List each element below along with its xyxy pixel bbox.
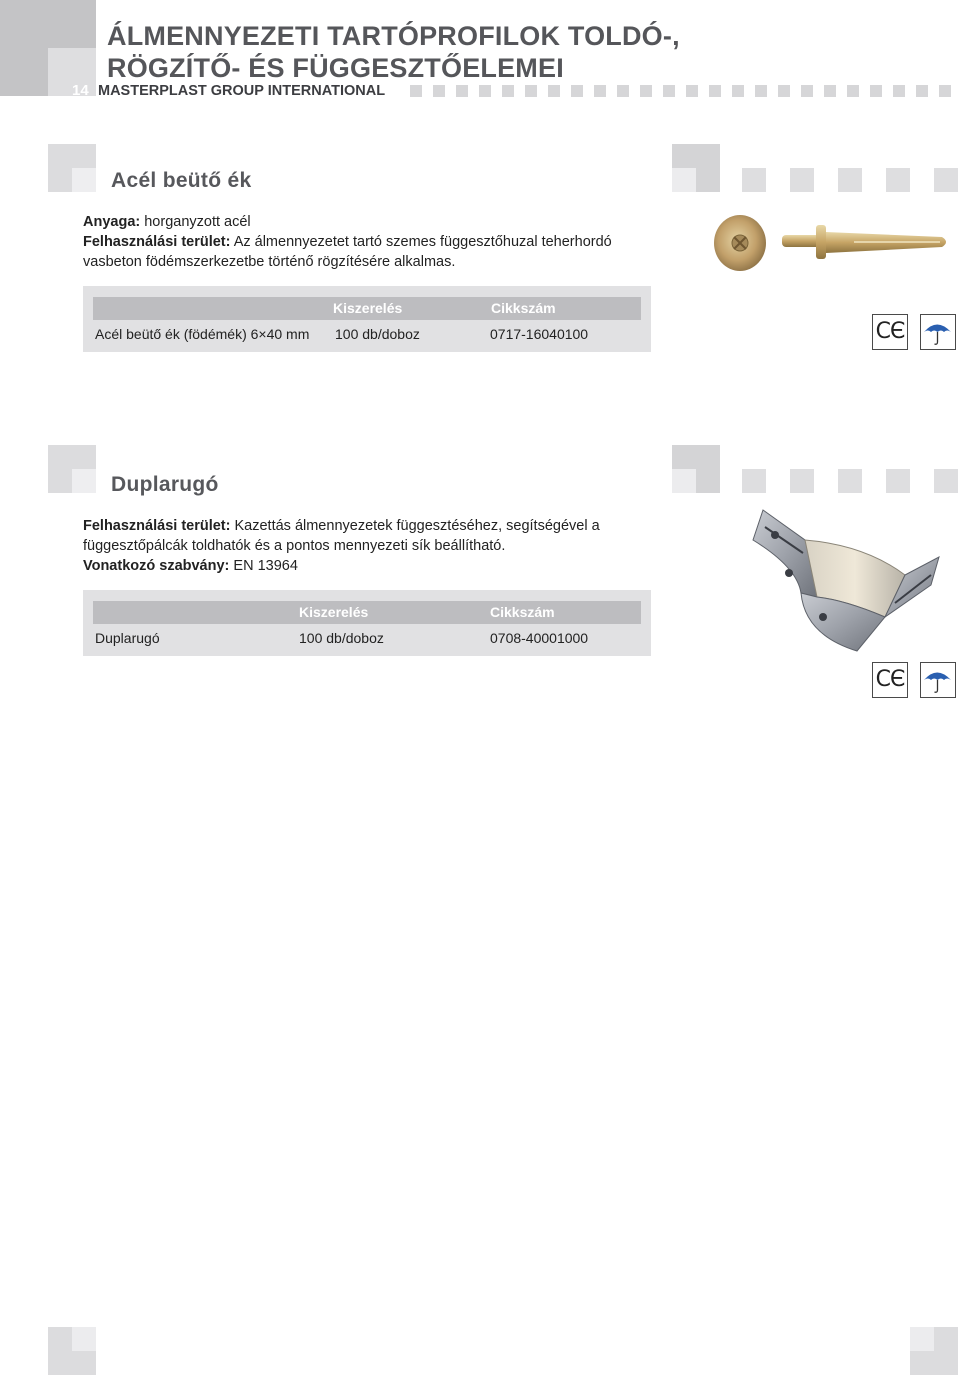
header-dot [732, 85, 744, 97]
header-dot [870, 85, 882, 97]
header-dot [755, 85, 767, 97]
deco-square [934, 168, 958, 192]
deco-square [934, 469, 958, 493]
header-dot [686, 85, 698, 97]
deco-square [790, 168, 814, 192]
table-cell-packaging: 100 db/doboz [299, 630, 384, 646]
section-title: Duplarugó [111, 473, 219, 496]
anchor-wedge-image [704, 205, 954, 280]
header-dot [801, 85, 813, 97]
desc-label: Anyaga: [83, 214, 141, 230]
page-title-line1: ÁLMENNYEZETI TARTÓPROFILOK TOLDÓ-, [107, 21, 680, 51]
deco-square [886, 469, 910, 493]
desc-text: Az álmennyezetet tartó szemes függesztőhuzal teherhordó [230, 234, 612, 250]
page-title [107, 20, 680, 84]
double-spring-image [745, 505, 945, 655]
product-description [83, 516, 683, 576]
desc-label: Vonatkozó szabvány: [83, 558, 230, 574]
table-cell-item-number: 0717-16040100 [490, 326, 589, 342]
desc-line [83, 556, 683, 576]
header-dot [571, 85, 583, 97]
deco-square [838, 469, 862, 493]
footer-block-right-inner [910, 1327, 934, 1351]
product-table [83, 590, 651, 656]
table-cell-product: Acél beütő ék (födémék) 6×40 mm [95, 326, 310, 342]
header-dot [502, 85, 514, 97]
header-dot [410, 85, 422, 97]
column-header-packaging: Kiszerelés [299, 604, 369, 620]
header-dot [479, 85, 491, 97]
header-dot [778, 85, 790, 97]
desc-line [83, 252, 683, 272]
column-header-packaging: Kiszerelés [333, 300, 403, 316]
desc-line [83, 232, 683, 252]
header-dot [916, 85, 928, 97]
table-cell-product: Duplarugó [95, 630, 160, 646]
section-marker-inner-block [72, 168, 96, 192]
desc-text: függesztőpálcák toldhatók és a pontos mennyezeti sík beállítható. [83, 538, 506, 554]
header-dot [525, 85, 537, 97]
deco-square [886, 168, 910, 192]
deco-square [790, 469, 814, 493]
umbrella-icon [920, 314, 956, 350]
desc-text: EN 13964 [229, 558, 298, 574]
header-dot [847, 85, 859, 97]
company-name: MASTERPLAST GROUP INTERNATIONAL [98, 83, 386, 99]
header-dot [939, 85, 951, 97]
desc-line [83, 212, 683, 232]
desc-line [83, 536, 683, 556]
desc-line [83, 516, 683, 536]
deco-square [838, 168, 862, 192]
header-dot [433, 85, 445, 97]
deco-block-inner [672, 469, 696, 493]
deco-block-inner [672, 168, 696, 192]
table-cell-item-number: 0708-40001000 [490, 630, 589, 646]
deco-square [742, 168, 766, 192]
table-header-row [93, 601, 641, 624]
table-header-row [93, 297, 641, 320]
page-title-line2: RÖGZÍTŐ- ÉS FÜGGESZTŐELEMEI [107, 53, 564, 83]
desc-label: Felhasználási terület: [83, 234, 231, 250]
product-description [83, 212, 683, 272]
ce-mark-icon: CЄ [872, 662, 908, 698]
column-header-item-number: Cikkszám [490, 604, 555, 620]
desc-text: horganyzott acél [140, 214, 251, 230]
page-number: 14 [72, 82, 89, 99]
header-dot [663, 85, 675, 97]
header-dot [617, 85, 629, 97]
header-dot-row [410, 85, 960, 97]
footer-block-left-inner [72, 1327, 96, 1351]
desc-text: Kazettás álmennyezetek függesztéséhez, segítségével a [230, 518, 600, 534]
header-dot [824, 85, 836, 97]
desc-text: vasbeton födémszerkezetbe történő rögzítésére alkalmas. [83, 254, 456, 270]
header-dot [893, 85, 905, 97]
table-cell-packaging: 100 db/doboz [335, 326, 420, 342]
product-table [83, 286, 651, 352]
header-dot [594, 85, 606, 97]
header-dot [456, 85, 468, 97]
header-dot [548, 85, 560, 97]
ce-mark-icon: CЄ [872, 314, 908, 350]
umbrella-icon [920, 662, 956, 698]
header-dot [709, 85, 721, 97]
header-dot [640, 85, 652, 97]
desc-label: Felhasználási terület: [83, 518, 231, 534]
column-header-item-number: Cikkszám [491, 300, 556, 316]
section-title: Acél beütő ék [111, 169, 252, 192]
section-marker-inner-block [72, 469, 96, 493]
deco-square [742, 469, 766, 493]
